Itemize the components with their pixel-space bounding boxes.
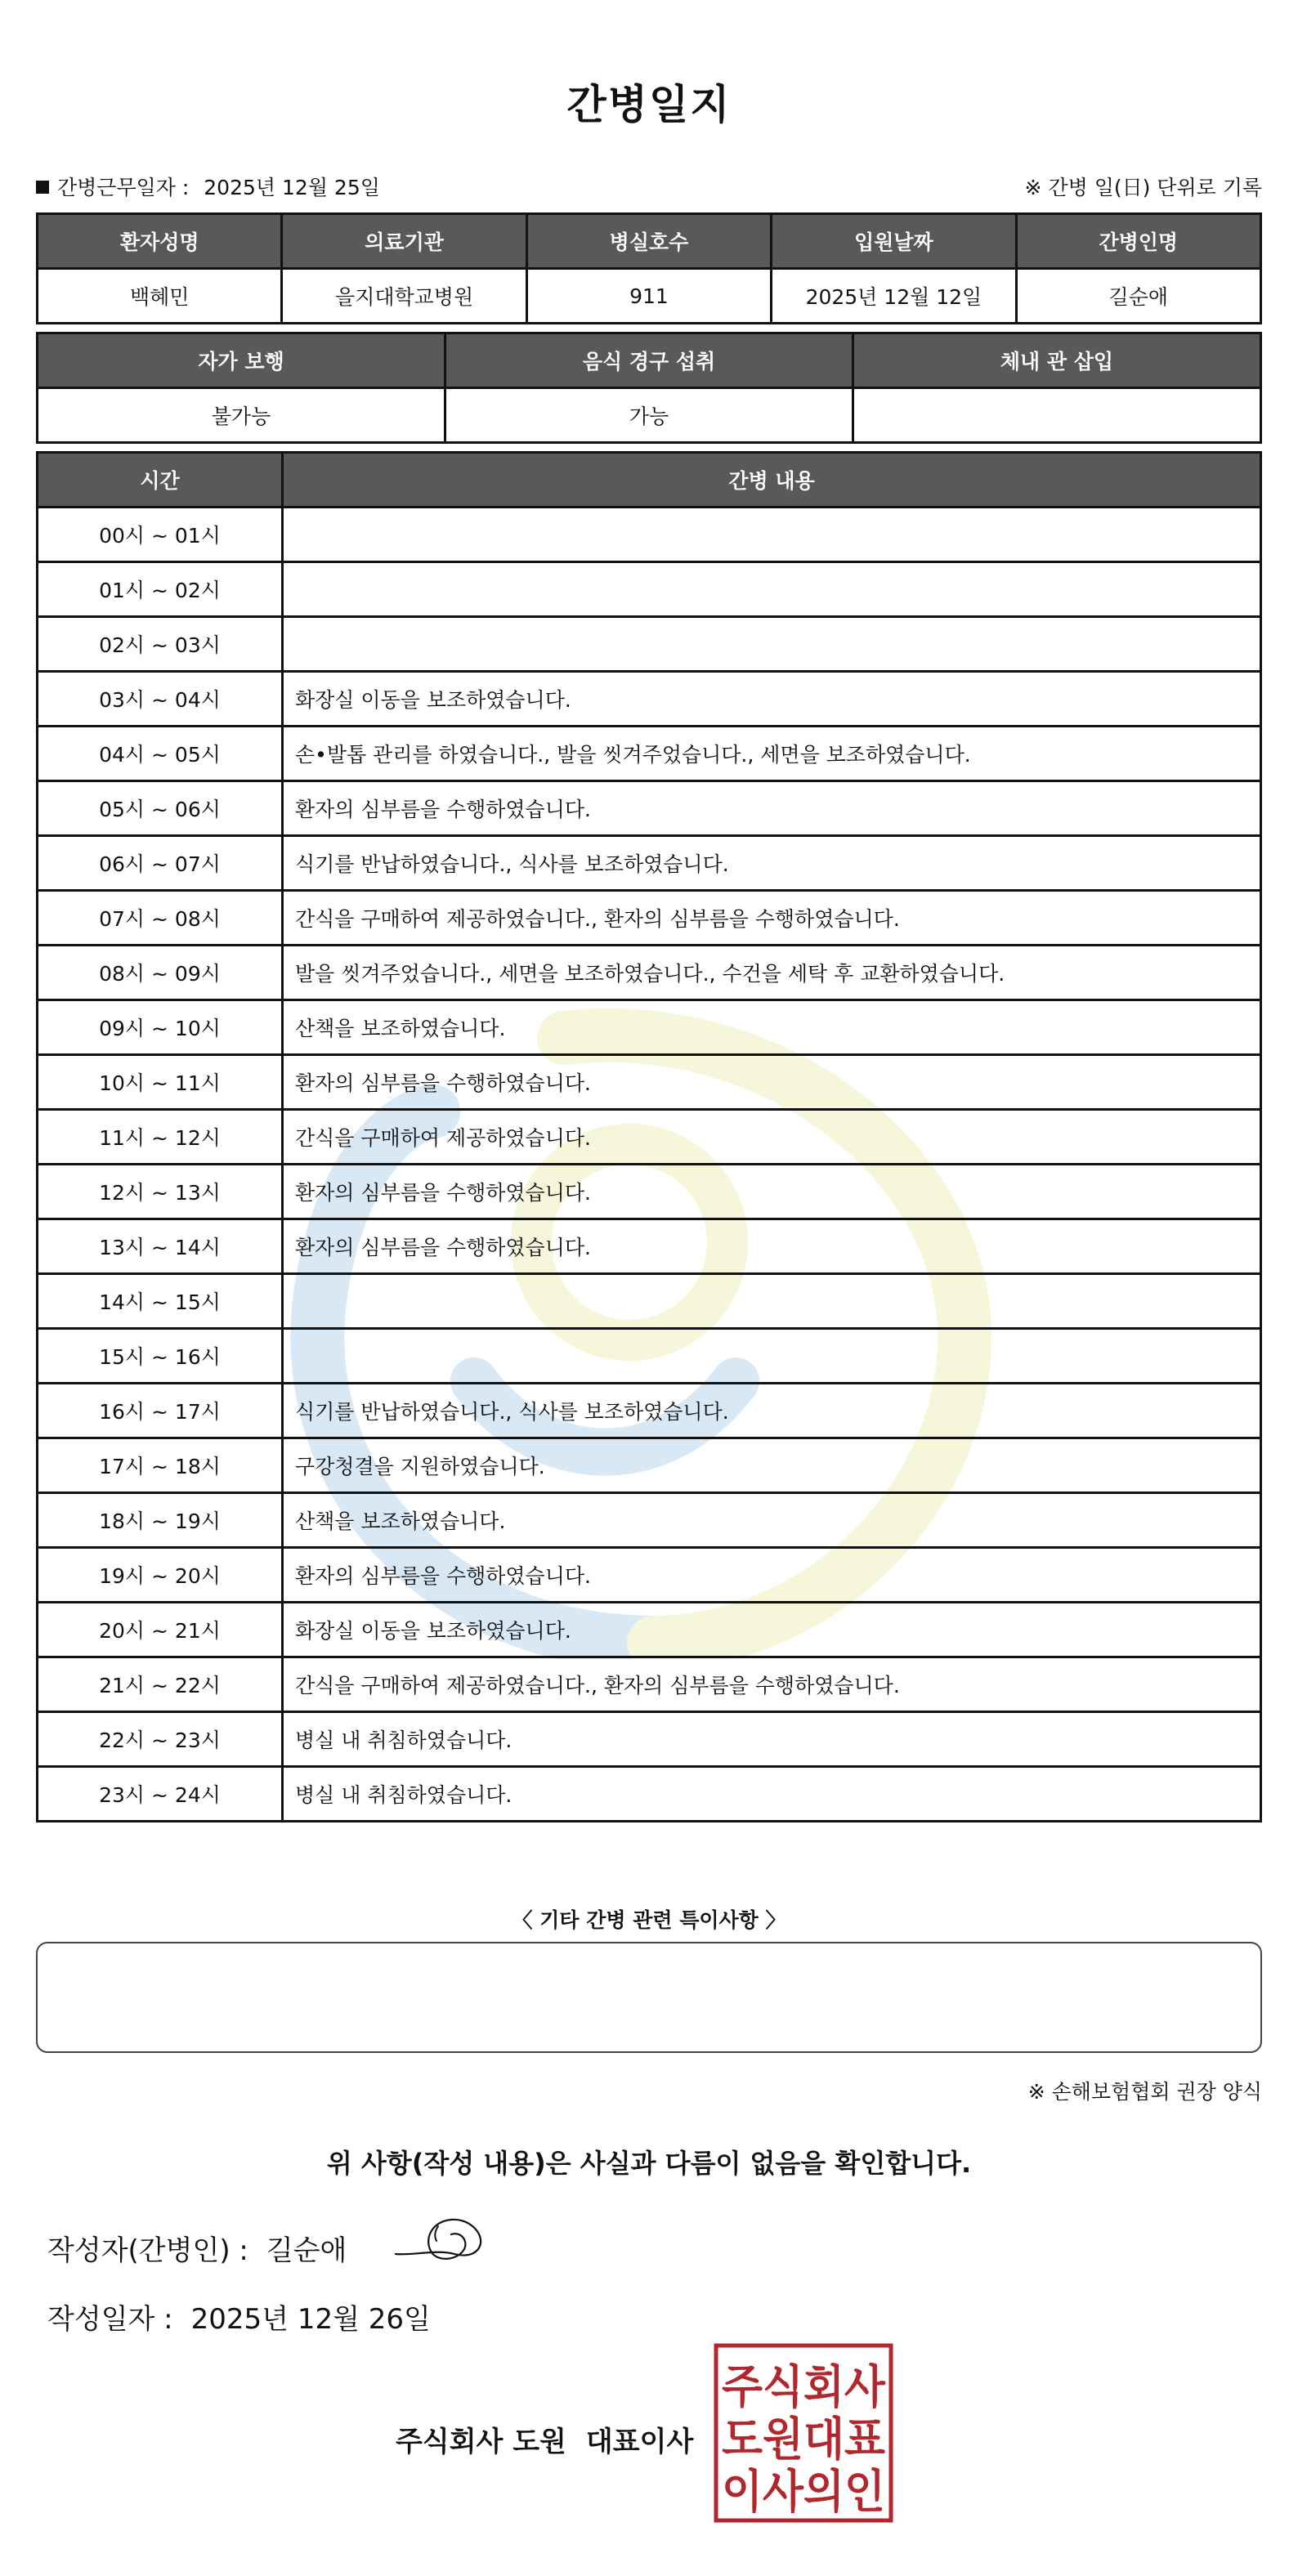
header-tube-insertion: 체내 관 삽입 bbox=[853, 333, 1261, 388]
time-cell: 16시 ~ 17시 bbox=[38, 1384, 283, 1438]
header-hospital: 의료기관 bbox=[282, 214, 526, 269]
content-cell bbox=[283, 508, 1261, 562]
time-cell: 11시 ~ 12시 bbox=[38, 1110, 283, 1165]
table-row bbox=[38, 891, 1261, 946]
content-cell: 환자의 심부름을 수행하였습니다. bbox=[283, 1219, 1261, 1274]
time-cell: 14시 ~ 15시 bbox=[38, 1274, 283, 1329]
content-cell: 산책을 보조하였습니다. bbox=[283, 1493, 1261, 1548]
time-cell: 15시 ~ 16시 bbox=[38, 1329, 283, 1384]
table-row bbox=[38, 1384, 1261, 1438]
content-cell: 환자의 심부름을 수행하였습니다. bbox=[283, 1548, 1261, 1603]
time-cell: 18시 ~ 19시 bbox=[38, 1493, 283, 1548]
table-row bbox=[38, 1657, 1261, 1712]
content-cell: 간식을 구매하여 제공하였습니다. bbox=[283, 1110, 1261, 1165]
table-row bbox=[38, 1165, 1261, 1219]
written-date-value: 2025년 12월 26일 bbox=[190, 2303, 431, 2336]
header-time: 시간 bbox=[38, 453, 283, 508]
header-patient-name: 환자성명 bbox=[38, 214, 282, 269]
remarks-box bbox=[36, 1942, 1262, 2053]
time-cell: 04시 ~ 05시 bbox=[38, 727, 283, 781]
table-row bbox=[38, 781, 1261, 836]
content-cell bbox=[283, 1274, 1261, 1329]
table-row bbox=[38, 836, 1261, 891]
time-cell: 23시 ~ 24시 bbox=[38, 1767, 283, 1822]
content-cell bbox=[283, 562, 1261, 617]
care-log-header-row bbox=[38, 453, 1261, 508]
time-cell: 20시 ~ 21시 bbox=[38, 1603, 283, 1657]
form-footnote: ※ 손해보험협회 권장 양식 bbox=[1027, 2080, 1262, 2104]
unit-note: ※ 간병 일(日) 단위로 기록 bbox=[1024, 176, 1262, 199]
table-row bbox=[38, 946, 1261, 1000]
time-cell: 03시 ~ 04시 bbox=[38, 672, 283, 727]
company-name: 주식회사 도원 bbox=[396, 2426, 566, 2458]
table-row bbox=[38, 562, 1261, 617]
content-cell: 환자의 심부름을 수행하였습니다. bbox=[283, 1165, 1261, 1219]
header-oral-intake: 음식 경구 섭취 bbox=[445, 333, 853, 388]
content-cell: 간식을 구매하여 제공하였습니다., 환자의 심부름을 수행하였습니다. bbox=[283, 891, 1261, 946]
work-date-label: 간병근무일자 : bbox=[57, 176, 190, 199]
writer-name: 길순애 bbox=[266, 2234, 347, 2267]
content-cell: 식기를 반납하였습니다., 식사를 보조하였습니다. bbox=[283, 836, 1261, 891]
table-row bbox=[38, 1274, 1261, 1329]
content-cell bbox=[283, 617, 1261, 672]
writer-label: 작성자(간병인) : bbox=[47, 2234, 248, 2267]
work-date-line bbox=[36, 172, 380, 201]
company-seal-stamp bbox=[713, 2342, 894, 2524]
oral-intake-value: 가능 bbox=[445, 388, 853, 443]
work-date-value: 2025년 12월 25일 bbox=[204, 176, 380, 199]
table-row bbox=[38, 508, 1261, 562]
table-row bbox=[38, 1493, 1261, 1548]
remarks-title: 〈 기타 간병 관련 특이사항 〉 bbox=[512, 1908, 786, 1932]
tube-insertion-value bbox=[853, 388, 1261, 443]
table-row bbox=[38, 1603, 1261, 1657]
time-cell: 02시 ~ 03시 bbox=[38, 617, 283, 672]
time-cell: 09시 ~ 10시 bbox=[38, 1000, 283, 1055]
admission-date: 2025년 12월 12일 bbox=[772, 269, 1016, 324]
self-walking-value: 불가능 bbox=[38, 388, 445, 443]
patient-status-table bbox=[36, 332, 1262, 444]
time-cell: 06시 ~ 07시 bbox=[38, 836, 283, 891]
content-cell: 환자의 심부름을 수행하였습니다. bbox=[283, 1055, 1261, 1110]
table-row bbox=[38, 1000, 1261, 1055]
content-cell: 병실 내 취침하였습니다. bbox=[283, 1712, 1261, 1767]
confirmation-statement: 위 사항(작성 내용)은 사실과 다름이 없음을 확인합니다. bbox=[326, 2148, 972, 2179]
header-self-walking: 자가 보행 bbox=[38, 333, 445, 388]
table-row bbox=[38, 1219, 1261, 1274]
content-cell bbox=[283, 1329, 1261, 1384]
written-date-label: 작성일자 : bbox=[47, 2303, 173, 2336]
content-cell: 환자의 심부름을 수행하였습니다. bbox=[283, 781, 1261, 836]
table-row bbox=[38, 672, 1261, 727]
content-cell: 손•발톱 관리를 하였습니다., 발을 씻겨주었습니다., 세면을 보조하였습니다. bbox=[283, 727, 1261, 781]
time-cell: 08시 ~ 09시 bbox=[38, 946, 283, 1000]
header-care-content: 간병 내용 bbox=[283, 453, 1261, 508]
company-title: 대표이사 bbox=[585, 2426, 694, 2458]
caregiver-name: 길순애 bbox=[1016, 269, 1260, 324]
patient-status-header-row bbox=[38, 333, 1261, 388]
header-caregiver-name: 간병인명 bbox=[1016, 214, 1260, 269]
writer-line bbox=[47, 2228, 347, 2268]
svg-text:이사의인: 이사의인 bbox=[722, 2466, 885, 2519]
time-cell: 22시 ~ 23시 bbox=[38, 1712, 283, 1767]
company-line bbox=[396, 2419, 693, 2459]
room-number: 911 bbox=[526, 269, 771, 324]
content-cell: 화장실 이동을 보조하였습니다. bbox=[283, 1603, 1261, 1657]
svg-text:주식회사: 주식회사 bbox=[722, 2361, 886, 2414]
patient-name: 백혜민 bbox=[38, 269, 282, 324]
patient-status-value-row bbox=[38, 388, 1261, 443]
content-cell: 화장실 이동을 보조하였습니다. bbox=[283, 672, 1261, 727]
table-row bbox=[38, 1055, 1261, 1110]
written-date-line bbox=[47, 2296, 431, 2337]
content-cell: 식기를 반납하였습니다., 식사를 보조하였습니다. bbox=[283, 1384, 1261, 1438]
content-cell: 산책을 보조하였습니다. bbox=[283, 1000, 1261, 1055]
content-cell: 구강청결을 지원하였습니다. bbox=[283, 1438, 1261, 1493]
time-cell: 05시 ~ 06시 bbox=[38, 781, 283, 836]
page-title: 간병일지 bbox=[566, 81, 732, 128]
table-row bbox=[38, 1712, 1261, 1767]
table-row bbox=[38, 727, 1261, 781]
time-cell: 13시 ~ 14시 bbox=[38, 1219, 283, 1274]
time-cell: 21시 ~ 22시 bbox=[38, 1657, 283, 1712]
patient-info-header-row bbox=[38, 214, 1261, 269]
svg-text:도원대표: 도원대표 bbox=[722, 2413, 885, 2466]
table-row bbox=[38, 1438, 1261, 1493]
header-admission-date: 입원날짜 bbox=[772, 214, 1016, 269]
table-row bbox=[38, 1767, 1261, 1822]
content-cell: 간식을 구매하여 제공하였습니다., 환자의 심부름을 수행하였습니다. bbox=[283, 1657, 1261, 1712]
table-row bbox=[38, 1548, 1261, 1603]
bullet-square-icon bbox=[36, 181, 49, 194]
table-row bbox=[38, 1329, 1261, 1384]
time-cell: 07시 ~ 08시 bbox=[38, 891, 283, 946]
time-cell: 10시 ~ 11시 bbox=[38, 1055, 283, 1110]
time-cell: 01시 ~ 02시 bbox=[38, 562, 283, 617]
time-cell: 12시 ~ 13시 bbox=[38, 1165, 283, 1219]
patient-info-value-row bbox=[38, 269, 1261, 324]
content-cell: 병실 내 취침하였습니다. bbox=[283, 1767, 1261, 1822]
time-cell: 19시 ~ 20시 bbox=[38, 1548, 283, 1603]
care-log-table bbox=[36, 451, 1262, 1822]
time-cell: 17시 ~ 18시 bbox=[38, 1438, 283, 1493]
patient-info-table bbox=[36, 212, 1262, 324]
signature-image bbox=[389, 2207, 487, 2280]
content-cell: 발을 씻겨주었습니다., 세면을 보조하였습니다., 수건을 세탁 후 교환하였습니다. bbox=[283, 946, 1261, 1000]
table-row bbox=[38, 617, 1261, 672]
header-room-number: 병실호수 bbox=[526, 214, 771, 269]
time-cell: 00시 ~ 01시 bbox=[38, 508, 283, 562]
hospital-name: 을지대학교병원 bbox=[282, 269, 526, 324]
table-row bbox=[38, 1110, 1261, 1165]
